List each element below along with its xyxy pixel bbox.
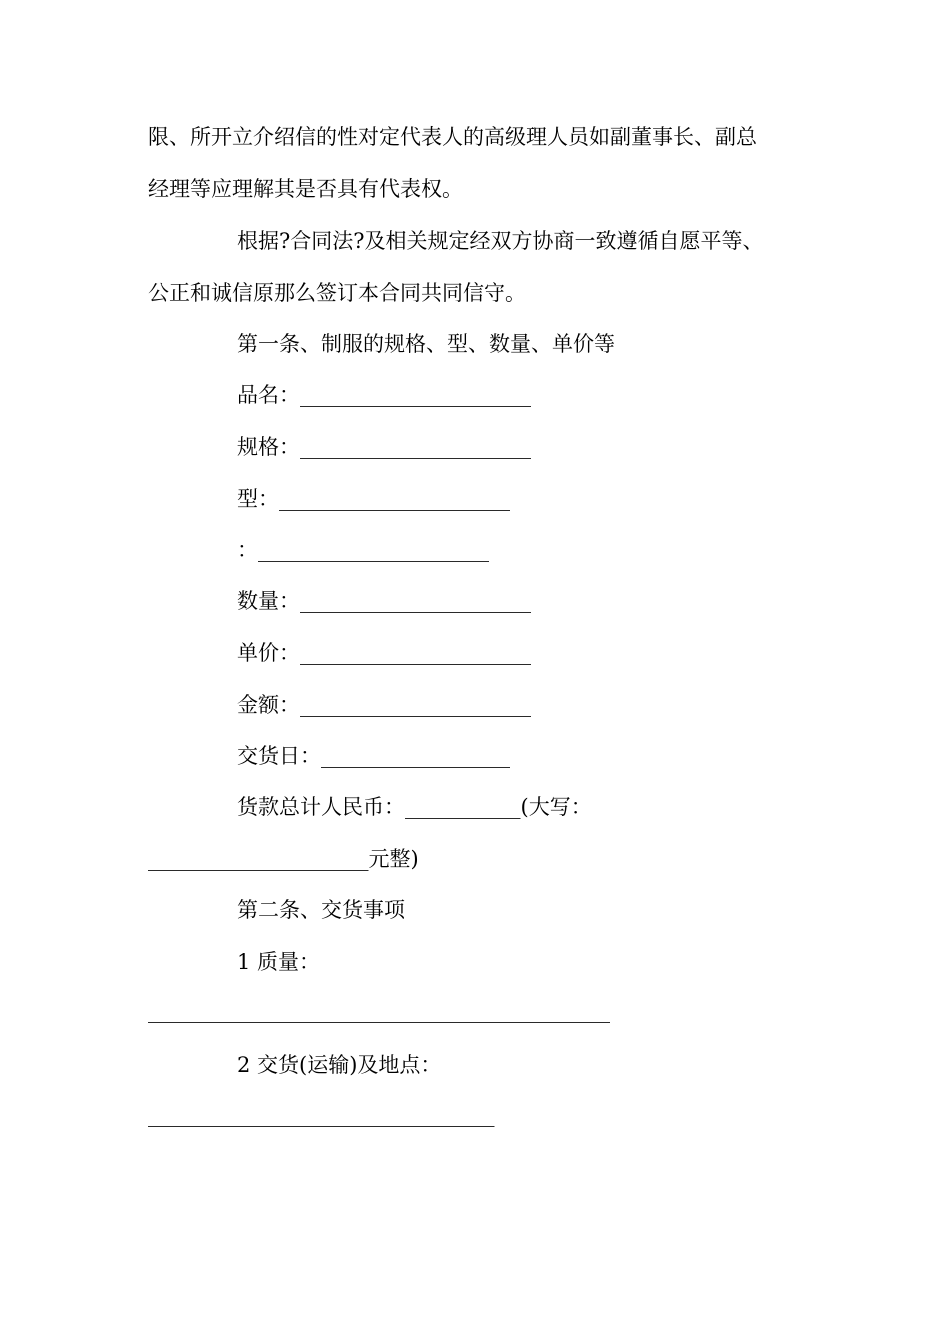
- article-1-heading: 第一条、制服的规格、型、数量、单价等: [237, 332, 615, 356]
- field-quantity: 数量：______________________: [237, 589, 531, 613]
- field-unlabeled: ：______________________: [237, 538, 489, 562]
- paragraph-contract-basis: 根据?合同法?及相关规定经双方协商一致遵循自愿平等、: [237, 229, 764, 253]
- field-specification: 规格：______________________: [237, 435, 531, 459]
- article-2-heading: 第二条、交货事项: [237, 898, 405, 922]
- field-model: 型：______________________: [237, 487, 510, 511]
- field-amount: 金额：______________________: [237, 693, 531, 717]
- item-1-quality: 1 质量：: [237, 950, 321, 974]
- item-2-delivery-location: 2 交货(运输)及地点：: [237, 1053, 442, 1077]
- item-2-delivery-location-blank: _________________________________: [148, 1103, 495, 1127]
- field-total-payment-cont: _____________________元整): [148, 847, 419, 871]
- paragraph-representative-authority: 限、所开立介绍信的性对定代表人的高级理人员如副董事长、副总: [148, 125, 757, 149]
- field-unit-price: 单价：______________________: [237, 641, 531, 665]
- field-product-name: 品名：______________________: [237, 383, 531, 407]
- paragraph-representative-authority-cont: 经理等应理解其是否具有代表权。: [148, 177, 463, 201]
- field-total-payment: 货款总计人民币：___________(大写：: [237, 795, 592, 819]
- item-1-quality-blank: ____________________________________________: [148, 999, 610, 1023]
- paragraph-contract-basis-cont: 公正和诚信原那么签订本合同共同信守。: [148, 281, 526, 305]
- field-delivery-date: 交货日：__________________: [237, 744, 510, 768]
